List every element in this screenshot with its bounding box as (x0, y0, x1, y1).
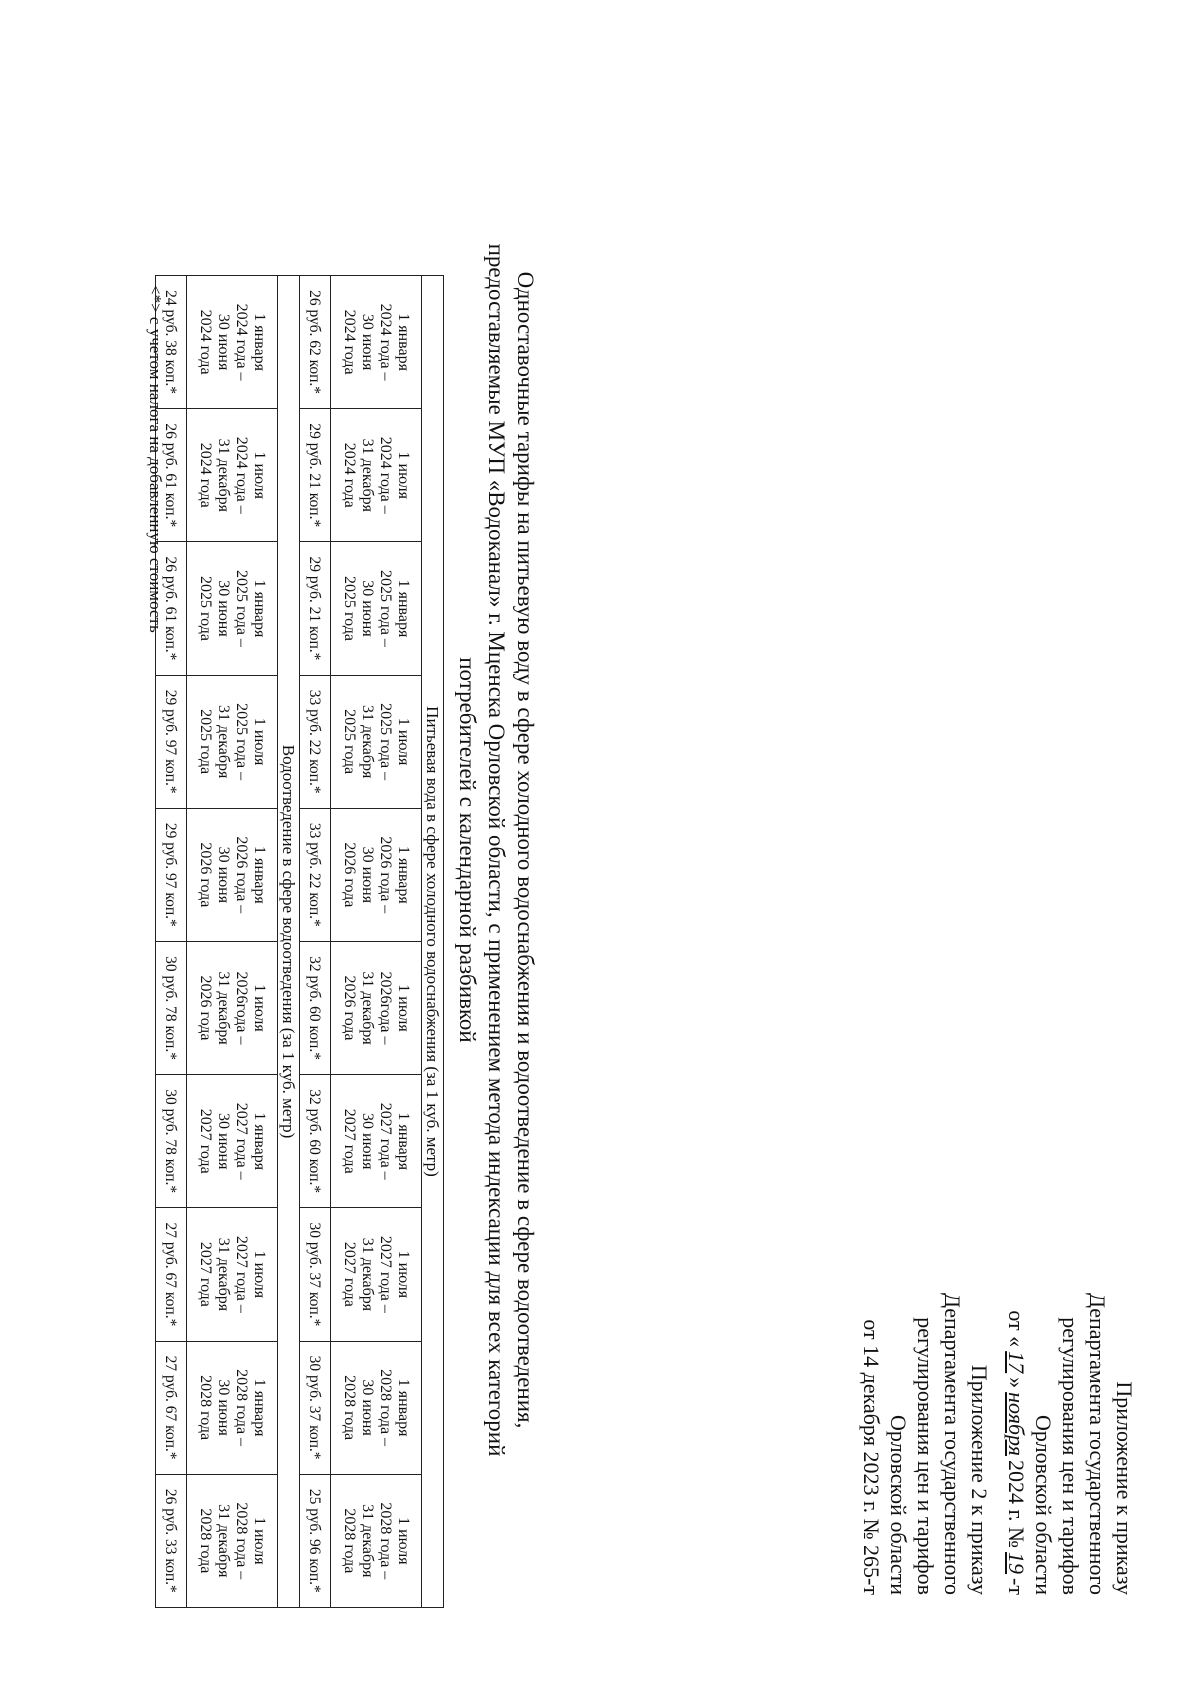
period-line: 31 декабря (359, 1237, 376, 1312)
period-line: 2025 года – (233, 569, 250, 647)
footnote: <*> с учетом налога на добавленную стоимость (146, 285, 165, 633)
period-cell (331, 409, 422, 542)
period-line: 1 января (395, 579, 412, 638)
period-line: 1 июля (251, 1250, 268, 1299)
appendix-2-line: от 14 декабря 2023 г. № 265-т (859, 1319, 884, 1595)
period-line: 30 июня (359, 846, 376, 904)
period-line: 2028 года – (233, 1369, 250, 1447)
title-line: потребителей с календарной разбивкой (455, 657, 480, 1043)
price-cell: 25 руб. 96 коп.* (300, 1474, 331, 1607)
period-line: 30 июня (359, 313, 376, 371)
period-line: 2026 года (197, 975, 214, 1041)
period-line: 2026 года (341, 975, 358, 1041)
period-line: 2027 года – (377, 1235, 394, 1313)
period-line: 2026 года – (377, 836, 394, 914)
period-line: 30 июня (359, 580, 376, 637)
period-line: 31 декабря (359, 704, 376, 779)
period-cell (187, 675, 278, 808)
price-cell: 29 руб. 97 коп.* (156, 675, 187, 808)
period-line: 1 января (251, 845, 268, 904)
period-line: 2027 года – (233, 1235, 250, 1313)
appendix-1-line: Приложение к приказу (1112, 1381, 1137, 1595)
tariff-table-body (156, 276, 444, 1608)
price-cell: 30 руб. 78 коп.* (156, 1075, 187, 1208)
period-line: 2027 года – (233, 1102, 250, 1180)
period-line: 1 января (251, 313, 268, 371)
handwritten-number: 19 (1004, 1552, 1029, 1575)
period-line: 2025 года (197, 575, 214, 641)
period-line: 2028 года – (377, 1369, 394, 1447)
handwritten-month: ноября (1004, 1392, 1029, 1456)
period-line: 1 июля (395, 984, 412, 1032)
period-line: 2027 года (197, 1108, 214, 1174)
section-title: Водоотведение в сфере водоотведения (за 1 куб. метр) (278, 276, 300, 1608)
period-line: 1 января (395, 1112, 412, 1171)
appendix-header (858, 1260, 1138, 1595)
period-line: 2027 года (341, 1108, 358, 1174)
period-line: 2025 года – (233, 703, 250, 781)
period-line: 1 января (251, 1112, 268, 1171)
period-line: 2028 года – (233, 1502, 250, 1580)
period-line: 1 июля (251, 984, 268, 1032)
period-line: 2027 года (197, 1241, 214, 1307)
price-cell: 30 руб. 78 коп.* (156, 941, 187, 1074)
period-line: 31 декабря (215, 704, 232, 779)
period-line: 30 июня (215, 1379, 232, 1436)
period-line: 2027 года (341, 1241, 358, 1307)
date-prefix: от « (1004, 1310, 1029, 1348)
price-cell: 32 руб. 60 коп.* (300, 941, 331, 1074)
appendix-1-line: Департамента государственного (1085, 1292, 1110, 1595)
period-line: 1 июля (395, 1517, 412, 1565)
period-line: 30 июня (215, 1113, 232, 1170)
price-cell: 24 руб. 38 коп.* (156, 276, 187, 409)
tariff-table (155, 275, 444, 1608)
period-line: 2028 года (197, 1508, 214, 1574)
period-line: 2026 года (341, 842, 358, 908)
appendix-2-line: Орловской области (886, 1415, 911, 1595)
period-line: 2025 года (197, 709, 214, 775)
period-line: 2025 года – (377, 569, 394, 647)
period-line: 2024 года – (377, 303, 394, 381)
period-line: 2028 года – (377, 1502, 394, 1580)
period-cell (187, 1208, 278, 1341)
period-line: 2026 года (197, 842, 214, 908)
period-cell (331, 675, 422, 808)
period-line: 30 июня (359, 1379, 376, 1436)
appendix-2-line: регулирования цен и тарифов (913, 1317, 938, 1595)
document-title (453, 150, 540, 1550)
price-cell: 33 руб. 22 коп.* (300, 808, 331, 941)
appendix-2-line: Департамента государственного (940, 1292, 965, 1595)
period-line: 31 декабря (359, 971, 376, 1045)
handwritten-day: 17 (1004, 1351, 1029, 1374)
section-title: Питьевая вода в сфере холодного водоснабжения (за 1 куб. метр) (422, 276, 444, 1608)
period-line: 1 января (395, 313, 412, 371)
price-cell: 26 руб. 61 коп.* (156, 409, 187, 542)
date-quote: » (1004, 1377, 1029, 1389)
period-line: 2026года – (377, 971, 394, 1045)
price-cell: 27 руб. 67 коп.* (156, 1341, 187, 1474)
price-cell: 30 руб. 37 коп.* (300, 1341, 331, 1474)
period-row (187, 276, 278, 1608)
period-line: 30 июня (215, 846, 232, 904)
appendix-1-date-line (1003, 1260, 1030, 1595)
period-line: 30 июня (215, 580, 232, 637)
period-line: 2024 года (197, 309, 214, 375)
period-cell (331, 1208, 422, 1341)
price-cell: 32 руб. 60 коп.* (300, 1075, 331, 1208)
period-line: 2025 года – (377, 703, 394, 781)
period-line: 31 декабря (215, 1237, 232, 1312)
price-row (300, 276, 331, 1608)
section-header-row (278, 276, 300, 1608)
period-row (331, 276, 422, 1608)
price-cell: 26 руб. 33 коп.* (156, 1474, 187, 1607)
period-cell (187, 808, 278, 941)
period-line: 2028 года (341, 1375, 358, 1441)
appendix-1-block (1003, 1260, 1138, 1595)
period-line: 1 июля (251, 1517, 268, 1565)
period-line: 31 декабря (215, 438, 232, 512)
period-line: 30 июня (215, 313, 232, 371)
period-line: 1 января (395, 1378, 412, 1437)
period-cell (187, 276, 278, 409)
period-cell (331, 276, 422, 409)
price-cell: 29 руб. 97 коп.* (156, 808, 187, 941)
period-line: 31 декабря (359, 438, 376, 512)
period-line: 2025 года (341, 709, 358, 775)
period-line: 1 июля (251, 717, 268, 766)
period-line: 2024 года – (233, 436, 250, 514)
period-cell (331, 1341, 422, 1474)
price-cell: 26 руб. 61 коп.* (156, 542, 187, 675)
section-header-row (422, 276, 444, 1608)
period-line: 30 июня (359, 1113, 376, 1170)
period-line: 2027 года – (377, 1102, 394, 1180)
period-line: 1 января (251, 1378, 268, 1437)
period-line: 1 июля (251, 451, 268, 500)
period-cell (187, 1075, 278, 1208)
price-cell: 30 руб. 37 коп.* (300, 1208, 331, 1341)
period-cell (331, 1474, 422, 1607)
period-cell (187, 409, 278, 542)
period-cell (187, 1341, 278, 1474)
period-line: 2025 года (341, 575, 358, 641)
period-line: 31 декабря (359, 1504, 376, 1578)
period-line: 2024 года (341, 442, 358, 508)
period-line: 2024 года – (377, 436, 394, 514)
number-suffix: -т (1004, 1578, 1029, 1595)
period-cell (187, 941, 278, 1074)
period-line: 2028 года (197, 1375, 214, 1441)
appendix-1-line: Орловской области (1031, 1415, 1056, 1595)
period-cell (187, 542, 278, 675)
period-cell (331, 1075, 422, 1208)
price-cell: 29 руб. 21 коп.* (300, 542, 331, 675)
period-cell (331, 808, 422, 941)
price-cell: 27 руб. 67 коп.* (156, 1208, 187, 1341)
price-cell: 33 руб. 22 коп.* (300, 675, 331, 808)
appendix-2-line: Приложение 2 к приказу (967, 1364, 992, 1595)
title-line: предоставляемые МУП «Водоканал» г. Мценска Орловской области, с применением метода индексации для всех категорий (484, 243, 509, 1457)
period-cell (331, 941, 422, 1074)
period-line: 31 декабря (215, 971, 232, 1045)
period-line: 2024 года (341, 309, 358, 375)
period-line: 2026 года – (233, 836, 250, 914)
period-line: 2026года – (233, 971, 250, 1045)
date-year: 2024 г. № (1004, 1460, 1029, 1549)
period-line: 1 июля (395, 717, 412, 766)
price-cell: 29 руб. 21 коп.* (300, 409, 331, 542)
period-line: 1 января (395, 845, 412, 904)
period-cell (187, 1474, 278, 1607)
appendix-1-line: регулирования цен и тарифов (1058, 1317, 1083, 1595)
period-line: 1 июля (395, 1250, 412, 1299)
period-line: 1 января (251, 579, 268, 638)
period-line: 2024 года – (233, 303, 250, 381)
period-cell (331, 542, 422, 675)
appendix-2-block (858, 1260, 993, 1595)
period-line: 1 июля (395, 451, 412, 500)
price-cell: 26 руб. 62 коп.* (300, 276, 331, 409)
period-line: 2024 года (197, 442, 214, 508)
period-line: 2028 года (341, 1508, 358, 1574)
period-line: 31 декабря (215, 1504, 232, 1578)
title-line: Одноставочные тарифы на питьевую воду в сфере холодного водоснабжения и водоотведение в сфере водоотведения, (513, 271, 538, 1429)
